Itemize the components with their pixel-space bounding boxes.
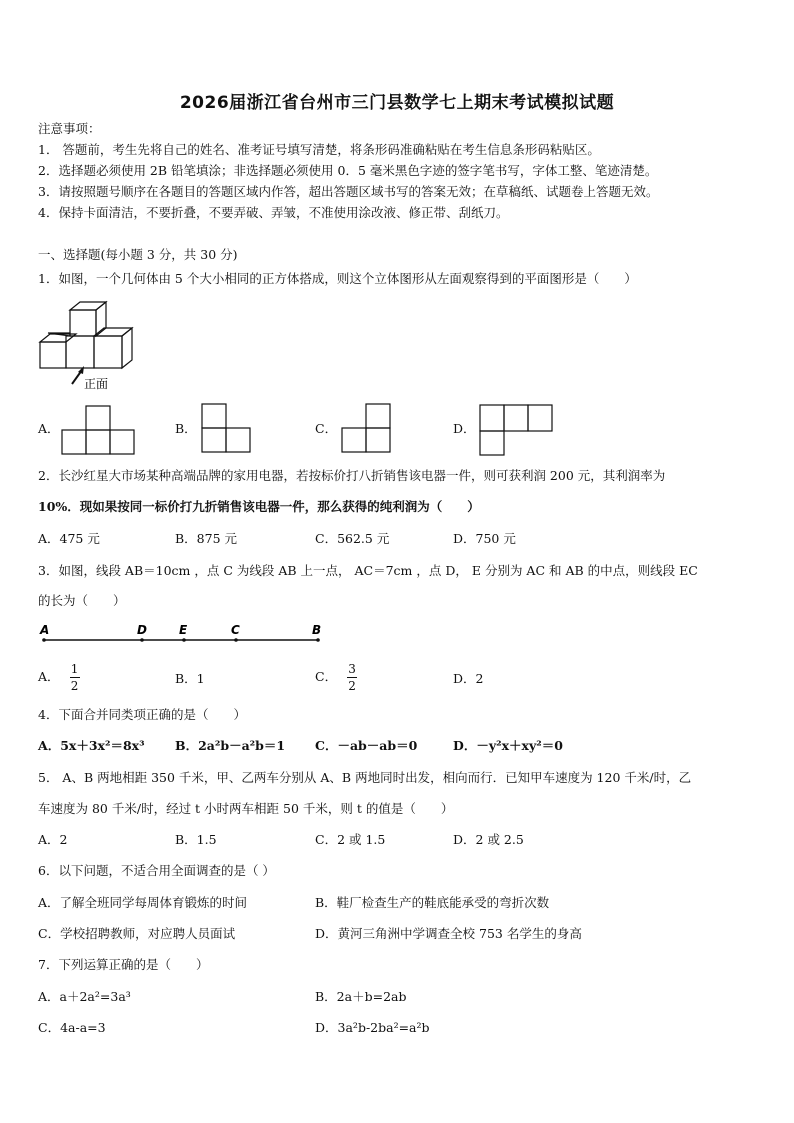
q1-option-d-figure bbox=[478, 403, 558, 457]
q5-option-c[interactable]: C．2 或 1.5 bbox=[315, 832, 386, 847]
q7-option-d[interactable]: D．3a²b-2ba²=a²b bbox=[315, 1020, 430, 1035]
section-heading: 一、选择题(每小题 3 分，共 30 分) bbox=[38, 247, 238, 262]
q3-segment-figure bbox=[38, 624, 328, 654]
question-4-text: 4．下面合并同类项正确的是（ ） bbox=[38, 707, 246, 722]
q1-cube-figure bbox=[38, 302, 138, 392]
page-title: 2026届浙江省台州市三门县数学七上期末考试模拟试题 bbox=[179, 93, 615, 113]
q3-option-a[interactable] bbox=[38, 662, 80, 693]
q4-option-a[interactable]: A．5x＋3x²＝8x³ bbox=[38, 738, 145, 753]
q1-option-a[interactable]: A． bbox=[38, 421, 60, 436]
q6-option-b[interactable]: B．鞋厂检查生产的鞋底能承受的弯折次数 bbox=[315, 895, 550, 910]
q3-option-c[interactable] bbox=[315, 662, 357, 693]
q6-option-a[interactable]: A．了解全班同学每周体育锻炼的时间 bbox=[38, 895, 248, 910]
question-5-line1: 5． A、B 两地相距 350 千米，甲、乙两车分别从 A、B 两地同时出发，相向而行．已知甲车速度为 120 千米/时，乙 bbox=[38, 770, 692, 785]
question-6-text: 6．以下问题，不适合用全面调查的是（ ） bbox=[38, 863, 275, 878]
q1-option-c-figure bbox=[340, 402, 400, 458]
question-2-line2: 10%．现如果按同一标价打九折销售该电器一件，那么获得的纯利润为（ ） bbox=[38, 499, 480, 514]
q4-option-d[interactable]: D．－y²x＋xy²＝0 bbox=[453, 738, 563, 753]
note-item: 3．请按照题号顺序在各题目的答题区域内作答，超出答题区域书写的答案无效；在草稿纸、试题卷上答题无效。 bbox=[38, 184, 659, 199]
q1-option-b[interactable]: B． bbox=[175, 421, 197, 436]
question-3-line2: 的长为（ ） bbox=[38, 593, 126, 608]
q1-option-a-figure bbox=[62, 404, 142, 458]
q1-option-d[interactable]: D． bbox=[453, 421, 476, 436]
notes-heading: 注意事项： bbox=[38, 121, 101, 136]
q3-option-d[interactable]: D．2 bbox=[453, 671, 484, 686]
q4-option-b[interactable]: B．2a²b－a²b＝1 bbox=[175, 738, 286, 753]
q3-point-d: D bbox=[137, 623, 147, 637]
q2-option-d[interactable]: D．750 元 bbox=[453, 531, 516, 546]
q1-front-label: 正面 bbox=[84, 377, 109, 391]
question-2-line1: 2．长沙红星大市场某种高端品牌的家用电器，若按标价打八折销售该电器一件，则可获利润 200 元，其利润率为 bbox=[38, 468, 666, 483]
q7-option-b[interactable]: B．2a＋b=2ab bbox=[315, 989, 407, 1004]
q5-option-b[interactable]: B．1.5 bbox=[175, 832, 217, 847]
q6-option-d[interactable]: D．黄河三角洲中学调查全校 753 名学生的身高 bbox=[315, 926, 582, 941]
q6-option-c[interactable]: C．学校招聘教师，对应聘人员面试 bbox=[38, 926, 236, 941]
q3-option-a-fraction: $\frac{1}{2}$ bbox=[70, 662, 79, 693]
q5-option-a[interactable]: A．2 bbox=[38, 832, 68, 847]
q7-option-c[interactable]: C．4a-a=3 bbox=[38, 1020, 106, 1035]
q1-option-b-figure bbox=[200, 402, 260, 458]
note-item: 4．保持卡面清洁，不要折叠，不要弄破、弄皱，不准使用涂改液、修正带、刮纸刀。 bbox=[38, 205, 509, 220]
q7-option-a[interactable]: A．a＋2a²=3a³ bbox=[38, 989, 131, 1004]
q2-option-c[interactable]: C．562.5 元 bbox=[315, 531, 390, 546]
q3-option-b[interactable]: B．1 bbox=[175, 671, 205, 686]
q5-option-d[interactable]: D．2 或 2.5 bbox=[453, 832, 524, 847]
q3-point-e: E bbox=[179, 623, 188, 637]
q1-option-c[interactable]: C． bbox=[315, 421, 338, 436]
question-1-text: 1．如图，一个几何体由 5 个大小相同的正方体搭成，则这个立体图形从左面观察得到的平面图形是（ ） bbox=[38, 271, 637, 286]
question-3-line1: 3．如图，线段 AB＝10cm ，点 C 为线段 AB 上一点， AC＝7cm ，点 D， E 分别为 AC 和 AB 的中点，则线段 EC bbox=[38, 563, 698, 578]
note-item: 2．选择题必须使用 2B 铅笔填涂；非选择题必须使用 0．5 毫米黑色字迹的签字笔书写，字体工整、笔迹清楚。 bbox=[38, 163, 658, 178]
q3-option-c-fraction: $\frac{3}{2}$ bbox=[348, 662, 356, 693]
q3-point-a: A bbox=[40, 623, 50, 637]
q2-option-b[interactable]: B．875 元 bbox=[175, 531, 238, 546]
q3-option-a-label: A． bbox=[38, 669, 60, 684]
question-7-text: 7．下列运算正确的是（ ） bbox=[38, 957, 209, 972]
q3-option-c-label: C． bbox=[315, 669, 338, 684]
q3-point-c: C bbox=[231, 623, 240, 637]
note-item: 1． 答题前，考生先将自己的姓名、准考证号填写清楚，将条形码准确粘贴在考生信息条形码粘贴区。 bbox=[38, 142, 600, 157]
q4-option-c[interactable]: C．－ab－ab＝0 bbox=[315, 738, 418, 753]
q2-option-a[interactable]: A．475 元 bbox=[38, 531, 100, 546]
q3-point-b: B bbox=[312, 623, 322, 637]
question-5-line2: 车速度为 80 千米/时，经过 t 小时两车相距 50 千米，则 t 的值是（ ） bbox=[38, 801, 454, 816]
